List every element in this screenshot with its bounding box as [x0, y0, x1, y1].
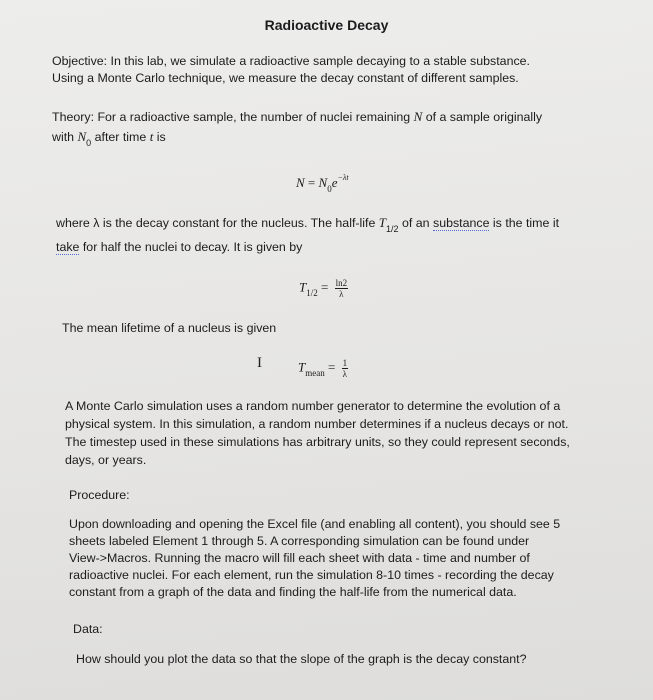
page-title: Radioactive Decay: [264, 17, 389, 33]
eq-sub: 1/2: [306, 288, 318, 299]
eq-t: T: [299, 279, 307, 295]
halflife-text: is the time it: [489, 216, 560, 230]
procedure-line-5: constant from a graph of the data and finding the half-life from the numerical data.: [69, 585, 517, 599]
halflife-text: where λ is the decay constant for the nucleus. The half-life: [56, 216, 379, 230]
theory-line-2: [52, 128, 166, 147]
theory-text: Theory: For a radioactive sample, the number of nuclei remaining: [52, 110, 414, 124]
monte-carlo-line-2: physical system. In this simulation, a random number determines if a nucleus decays or not.: [65, 417, 569, 431]
monte-carlo-line-3: The timestep used in these simulations has arbitrary units, so they could represent seconds,: [65, 435, 570, 449]
eq-denominator: λ: [339, 289, 344, 299]
theory-text: is: [153, 130, 166, 144]
halflife-text: of an: [398, 216, 433, 230]
monte-carlo-line-1: A Monte Carlo simulation uses a random number generator to determine the evolution of a: [65, 399, 561, 413]
var-t: t: [149, 129, 154, 144]
var-t-half: T: [378, 215, 387, 230]
subscript-half: 1/2: [386, 224, 399, 234]
halflife-line-2: [56, 239, 302, 256]
subscript-0: 0: [86, 138, 92, 148]
eq-equals: =: [304, 175, 319, 190]
equation-half-life: [299, 278, 348, 299]
eq-numerator: ln2: [335, 278, 348, 288]
eq-equals: =: [317, 279, 332, 295]
procedure-line-1: Upon downloading and opening the Excel file (and enabling all content), you should see 5: [69, 517, 561, 531]
var-n: N: [413, 109, 423, 124]
eq-lhs: N: [296, 175, 305, 190]
var-n0: N: [77, 129, 87, 144]
theory-line-1: [52, 108, 542, 126]
theory-text: after time: [91, 130, 150, 144]
theory-text: of a sample originally: [422, 110, 543, 124]
halflife-line-1: [56, 214, 559, 233]
procedure-line-4: radioactive nuclei. For each element, run the simulation 8-10 times - recording the decay: [69, 568, 554, 582]
objective-line-2: Using a Monte Carlo technique, we measure the decay constant of different samples.: [52, 71, 519, 85]
procedure-line-2: sheets labeled Element 1 through 5. A corresponding simulation can be found under: [69, 534, 530, 548]
eq-t: T: [298, 359, 306, 375]
eq-equals: =: [324, 359, 339, 375]
mean-lifetime-text: The mean lifetime of a nucleus is given: [62, 321, 277, 335]
data-heading: Data:: [73, 622, 103, 636]
equation-decay-law: [296, 173, 349, 194]
theory-text: with: [52, 130, 78, 144]
eq-base: e: [331, 175, 338, 190]
eq-numerator: 1: [342, 358, 348, 368]
procedure-line-3: View->Macros. Running the macro will fill each sheet with data - time and number of: [69, 551, 530, 565]
question-text: How should you plot the data so that the slope of the graph is the decay constant?: [76, 652, 527, 666]
eq-denominator: λ: [342, 369, 348, 379]
eq-sub: mean: [305, 368, 325, 379]
eq-fraction: [342, 358, 349, 379]
text-cursor-icon: I: [257, 355, 262, 371]
grammar-flag-take: take: [56, 240, 80, 254]
monte-carlo-line-4: days, or years.: [65, 453, 147, 467]
equation-mean-lifetime: [298, 358, 348, 379]
halflife-text: for half the nuclei to decay. It is given by: [79, 240, 303, 254]
eq-fraction: [335, 278, 349, 299]
eq-rhs: N: [318, 175, 328, 190]
eq-sub: 0: [327, 184, 332, 194]
objective-line-1: Objective: In this lab, we simulate a radioactive sample decaying to a stable substance.: [52, 54, 530, 68]
procedure-heading: Procedure:: [69, 488, 130, 502]
eq-exponent: −λt: [337, 173, 349, 182]
grammar-flag-substance: substance: [433, 216, 490, 230]
